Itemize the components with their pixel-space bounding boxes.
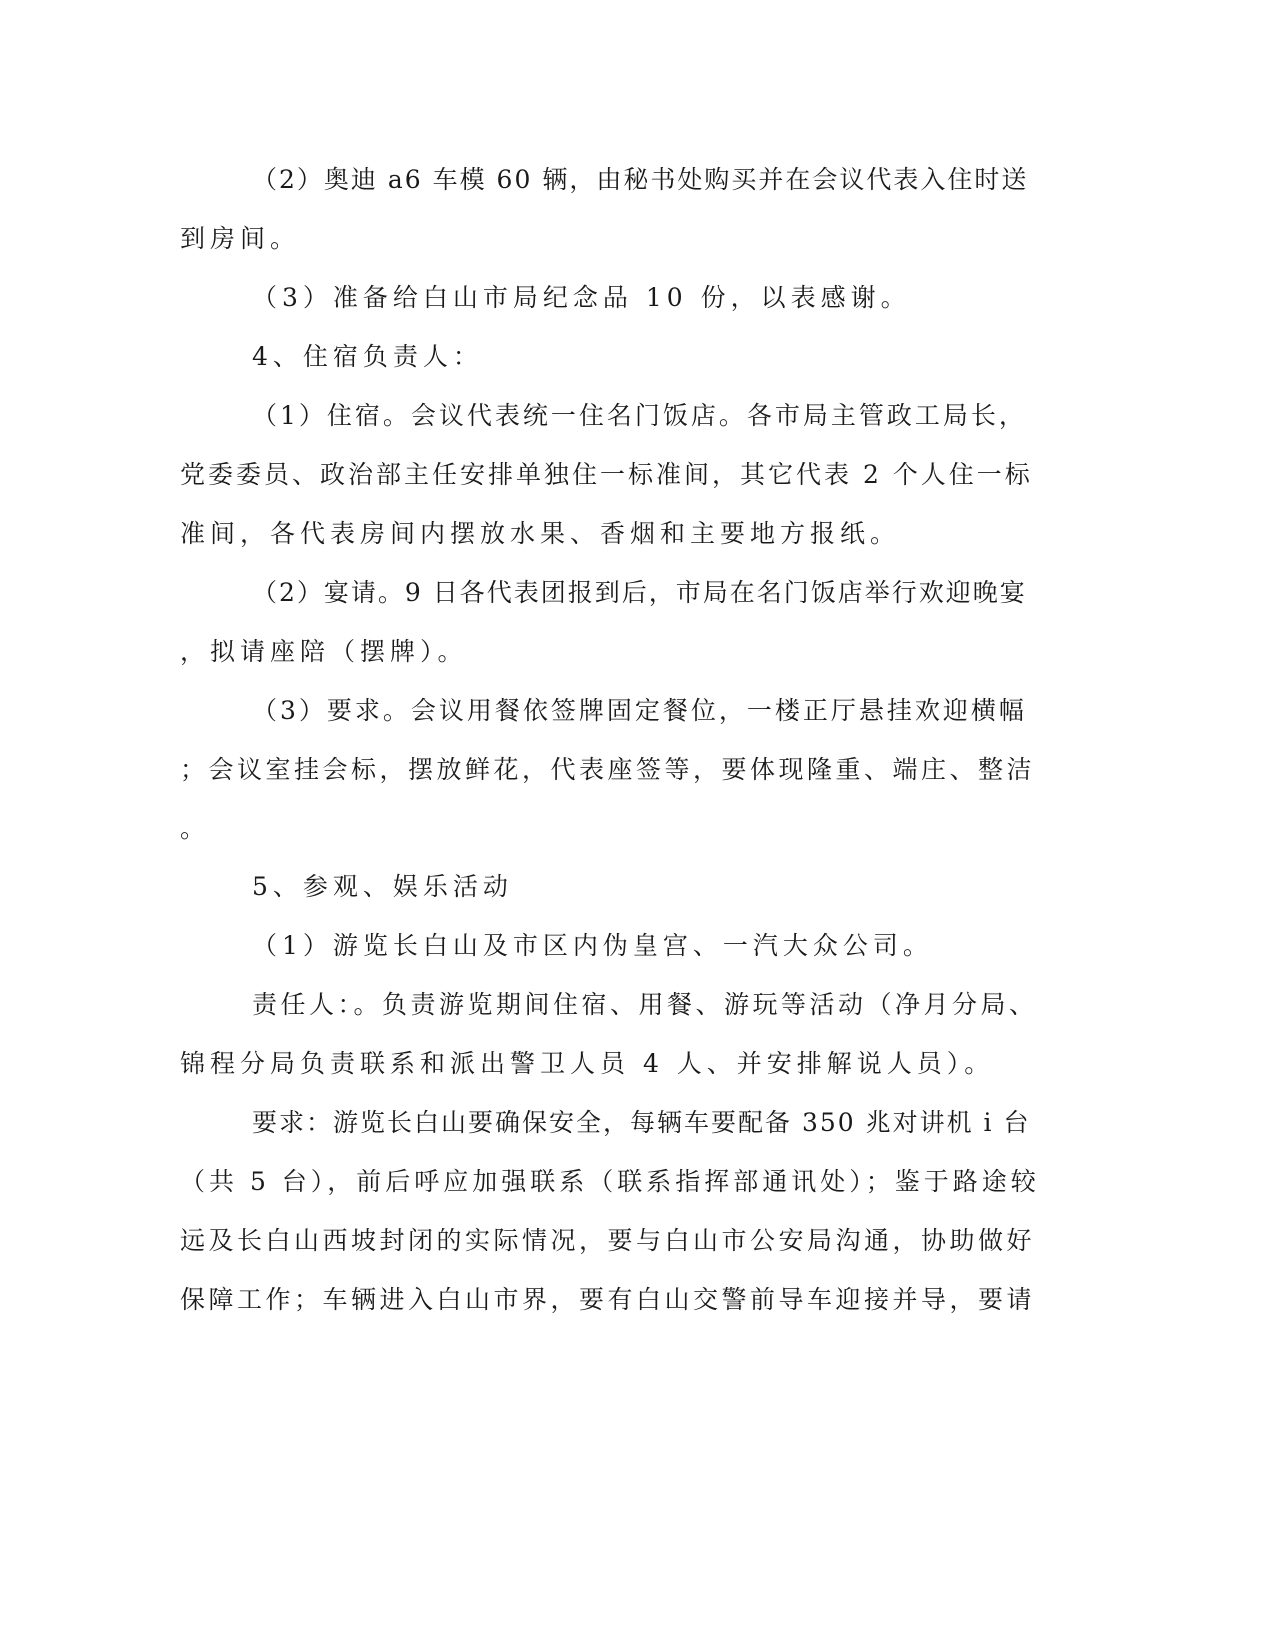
- paragraph-line: （3）准备给白山市局纪念品 10 份，以表感谢。: [252, 283, 911, 312]
- paragraph-line: 远及长白山西坡封闭的实际情况，要与白山市公安局沟通，协助做好: [180, 1226, 1036, 1255]
- paragraph-line: （2）宴请。9 日各代表团报到后，市局在名门饭店举行欢迎晚宴: [252, 578, 1027, 607]
- paragraph-line: （1）游览长白山及市区内伪皇宫、一汽大众公司。: [252, 931, 933, 960]
- paragraph-line: 责任人：。负责游览期间住宿、用餐、游玩等活动（净月分局、: [252, 990, 1038, 1019]
- paragraph-line: 准间，各代表房间内摆放水果、香烟和主要地方报纸。: [180, 519, 901, 548]
- paragraph-line: 要求：游览长白山要确保安全，每辆车要配备 350 兆对讲机 i 台: [252, 1108, 1031, 1137]
- paragraph-line: （2）奥迪 a6 车模 60 辆，由秘书处购买并在会议代表入住时送: [252, 165, 1029, 194]
- paragraph-line: 党委委员、政治部主任安排单独住一标准间，其它代表 2 个人住一标: [180, 460, 1033, 489]
- paragraph-line: 到房间。: [180, 224, 301, 253]
- paragraph-line: ，拟请座陪（摆牌）。: [180, 637, 468, 666]
- paragraph-line: ；会议室挂会标，摆放鲜花，代表座签等，要体现隆重、端庄、整洁: [180, 755, 1036, 784]
- paragraph-line: （共 5 台），前后呼应加强联系（联系指挥部通讯处）；鉴于路途较: [180, 1167, 1040, 1196]
- paragraph-line: （3）要求。会议用餐依签牌固定餐位，一楼正厅悬挂欢迎横幅: [252, 696, 1027, 725]
- paragraph-line: 保障工作；车辆进入白山市界，要有白山交警前导车迎接并导，要请: [180, 1285, 1036, 1314]
- section-heading: 4、住宿负责人：: [252, 342, 483, 371]
- paragraph-line: （1）住宿。会议代表统一住名门饭店。各市局主管政工局长，: [252, 401, 1027, 430]
- paragraph-line: 。: [180, 814, 211, 843]
- paragraph-line: 锦程分局负责联系和派出警卫人员 4 人、并安排解说人员）。: [180, 1049, 995, 1078]
- section-heading: 5、参观、娱乐活动: [252, 872, 513, 901]
